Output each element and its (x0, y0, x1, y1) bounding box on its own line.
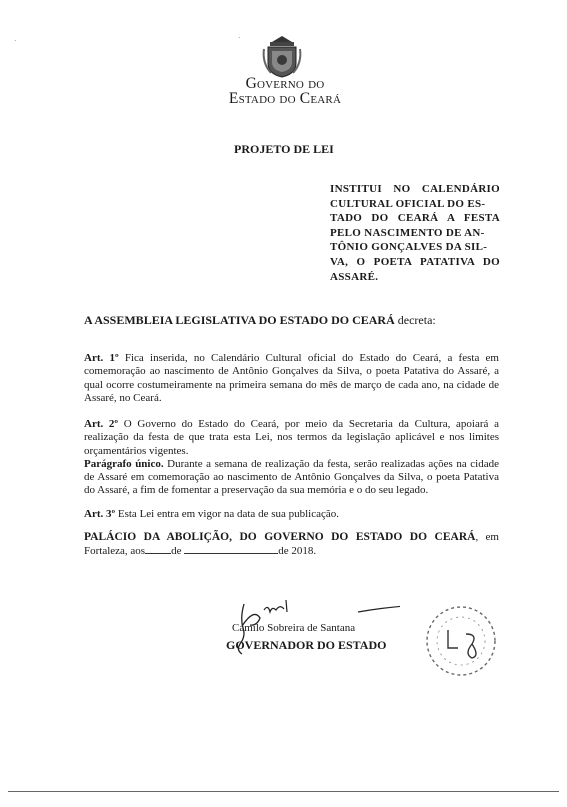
article-1-label: Art. 1º (84, 352, 119, 364)
palace-name: PALÁCIO DA ABOLIÇÃO, DO GOVERNO DO ESTADO DO CEARÁ (84, 531, 476, 543)
government-line-1: Governo do (245, 75, 325, 92)
article-3-text: Esta Lei entra em vigor na data de sua publicação. (115, 508, 340, 520)
enacting-clause (84, 313, 436, 328)
footer-rule (8, 791, 559, 792)
month-blank (184, 544, 278, 554)
article-1 (84, 352, 499, 405)
article-3-label: Art. 3º (84, 508, 116, 520)
article-2-text: O Governo do Estado do Ceará, por meio da Secretaria da Cultura, apoiará a realização da festa de que trata esta Lei, nos termos da legislação aplicável e nos limites orçamentários vigentes. (84, 418, 500, 457)
sole-paragraph-text: Durante a semana de realização da festa, serão realizadas ações na cidade de Assaré em comemoração ao nascimento de Antônio Gonçalves da Silva, o poeta Patativa do Assaré, a fim de fomentar a preservação da sua memória e o do seu legado. (84, 457, 499, 497)
signing-text-3: de 2018. (278, 545, 317, 558)
protocol-stamp-icon (420, 600, 502, 682)
sole-paragraph-label: Parágrafo único. (84, 457, 164, 470)
enacting-body: A ASSEMBLEIA LEGISLATIVA DO ESTADO DO CEARÁ (84, 313, 395, 327)
signer-name: Camilo Sobreira de Santana (232, 622, 356, 634)
signing-text-2: de (171, 545, 182, 558)
article-2 (84, 418, 499, 498)
signing-text-1: , em Fortaleza, aos (84, 531, 499, 558)
document-title: PROJETO DE LEI (234, 142, 334, 156)
coat-of-arms-icon (259, 33, 305, 79)
bill-summary: INSTITUI NO CALENDÁRIO CULTURAL OFICIAL DO ES- TADO DO CEARÁ A FESTA PELO NASCIMENTO DE AN- TÔNIO GONÇALVES DA SIL- VA, O POETA PATATIVA DO ASSARÉ. (330, 183, 500, 283)
sole-paragraph (84, 458, 499, 498)
government-header (200, 76, 370, 106)
scan-speck: . (238, 30, 241, 40)
article-1-text: Fica inserida, no Calendário Cultural oficial do Estado do Ceará, a festa em comemoração ao nascimento de Antônio Gonçalves da Silva, o poeta Patativa do Assaré, a qual ocorre costumeiramente na primeira semana do mês de março de cada ano, na cidade de Assaré, no Ceará. (84, 352, 499, 404)
day-blank (145, 544, 171, 554)
scan-speck: . (14, 33, 17, 43)
enacting-verb: decreta: (394, 313, 436, 327)
signer-role: GOVERNADOR DO ESTADO (226, 638, 387, 652)
government-line-2: Estado do Ceará (228, 90, 342, 107)
article-3 (84, 508, 499, 521)
signing-place-date (84, 531, 499, 559)
article-2-label: Art. 2º (84, 418, 119, 430)
